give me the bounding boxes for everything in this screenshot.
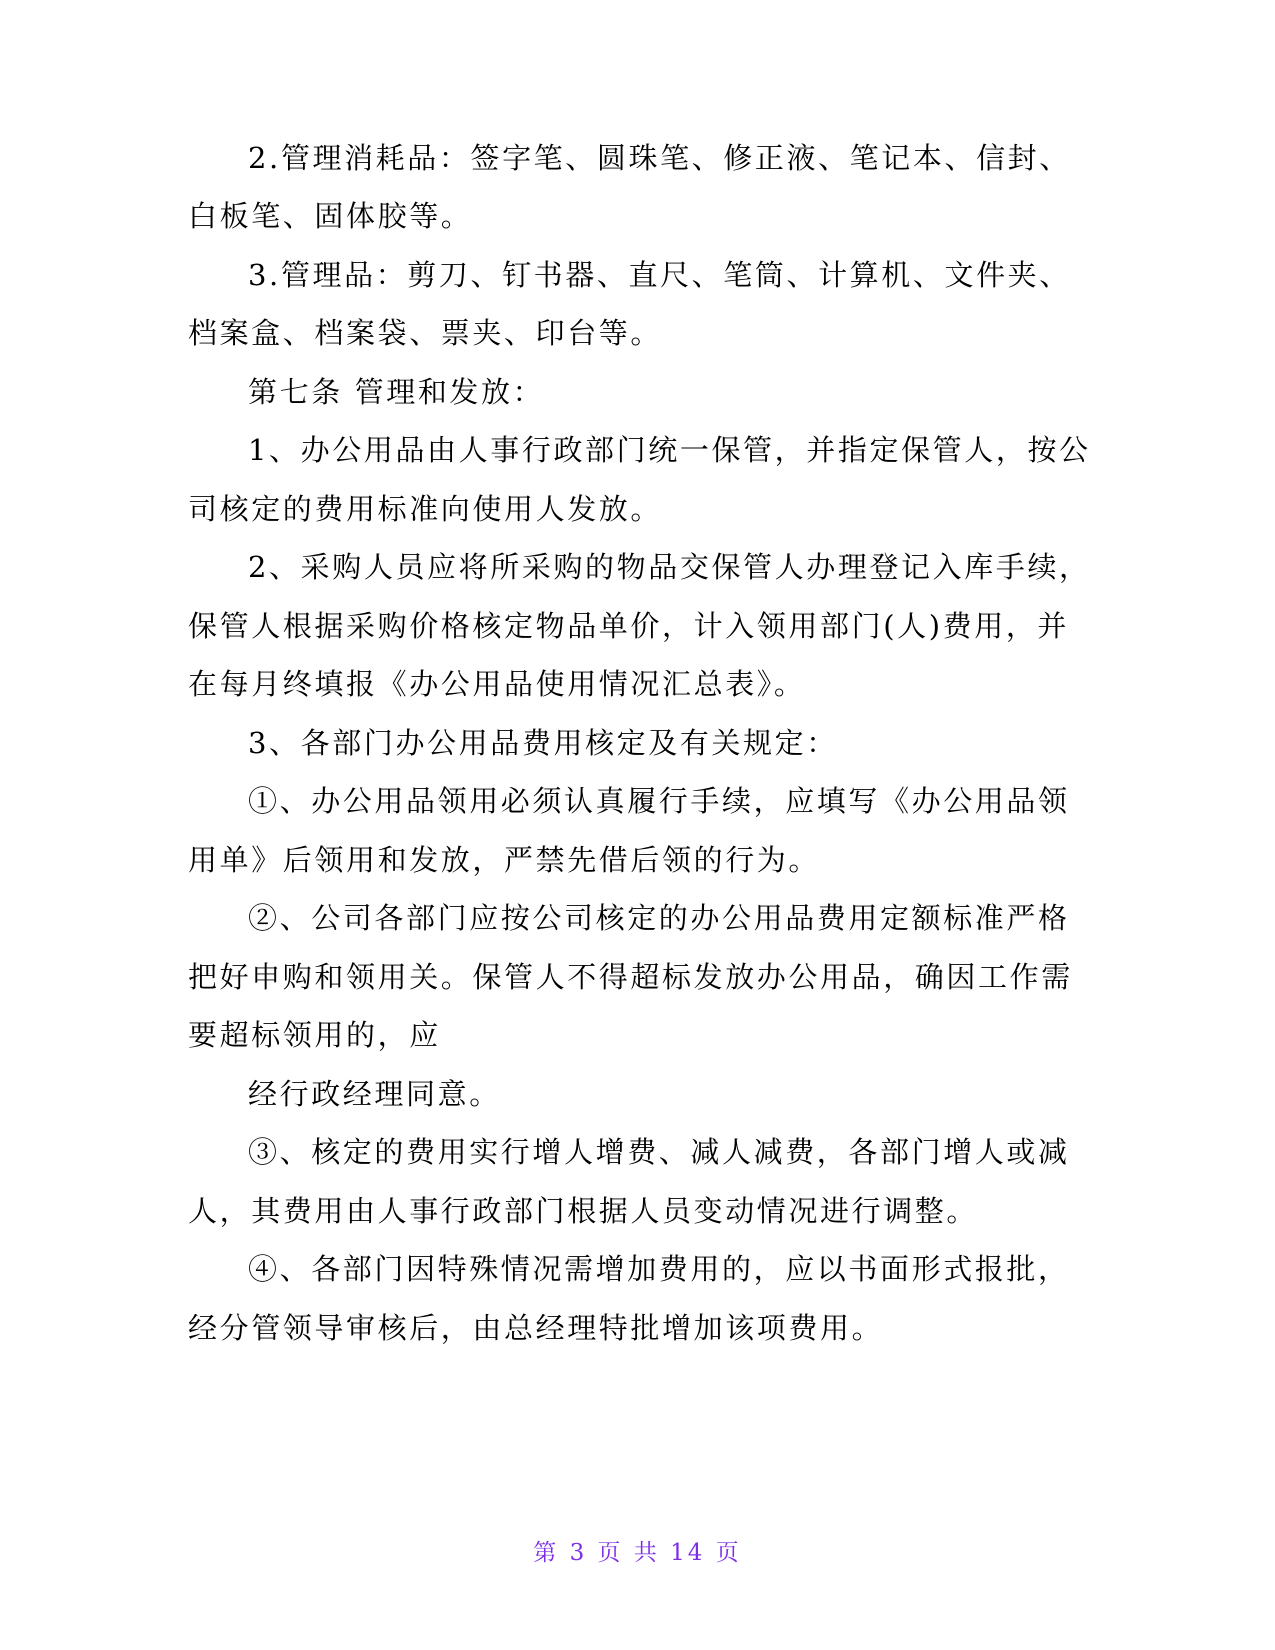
text-line: 用单》后领用和发放，严禁先借后领的行为。 (188, 843, 821, 877)
text-line: 2.管理消耗品：签字笔、圆珠笔、修正液、笔记本、信封、 (248, 141, 1071, 175)
text-line: 要超标领用的，应 (188, 1018, 441, 1052)
text-line: 3.管理品：剪刀、钉书器、直尺、笔筒、计算机、文件夹、 (248, 258, 1071, 292)
section-heading: 第七条 管理和发放： (248, 375, 545, 409)
text-line: 人，其费用由人事行政部门根据人员变动情况进行调整。 (188, 1194, 979, 1228)
text-line: 3、各部门办公用品费用核定及有关规定： (248, 726, 838, 760)
text-line: 白板笔、固体胶等。 (188, 199, 473, 233)
text-line: 经分管领导审核后，由总经理特批增加该项费用。 (188, 1311, 884, 1345)
text-line: ④、各部门因特殊情况需增加费用的，应以书面形式报批， (248, 1252, 1070, 1286)
text-line: ②、公司各部门应按公司核定的办公用品费用定额标准严格 (248, 901, 1070, 935)
text-line: ①、办公用品领用必须认真履行手续，应填写《办公用品领 (248, 784, 1070, 818)
page-number-footer: 第 3 页 共 14 页 (533, 1540, 742, 1566)
text-line: ③、核定的费用实行增人增费、减人减费，各部门增人或减 (248, 1135, 1070, 1169)
text-line: 经行政经理同意。 (248, 1077, 501, 1111)
text-line: 保管人根据采购价格核定物品单价，计入领用部门(人)费用，并 (188, 609, 1070, 643)
text-line: 司核定的费用标准向使用人发放。 (188, 492, 663, 526)
text-line: 1、办公用品由人事行政部门统一保管，并指定保管人，按公 (248, 433, 1091, 467)
text-line: 档案盒、档案袋、票夹、印台等。 (188, 316, 663, 350)
text-line: 在每月终填报《办公用品使用情况汇总表》。 (188, 667, 806, 701)
text-line: 把好申购和领用关。保管人不得超标发放办公用品，确因工作需 (188, 960, 1073, 994)
text-line: 2、采购人员应将所采购的物品交保管人办理登记入库手续， (248, 550, 1091, 584)
